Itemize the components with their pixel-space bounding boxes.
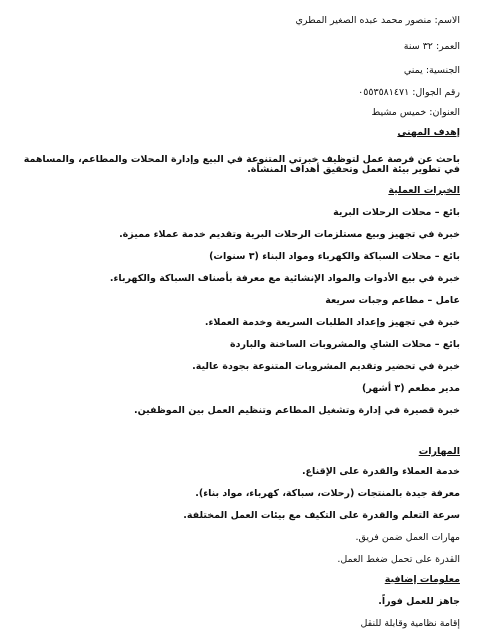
name-line: الاسم: منصور محمد عبده الصغير المطري [295, 15, 460, 26]
experience-detail: خبرة قصيرة في إدارة وتشغيل المطاعم وتنظيم العمل بين الموظفين. [133, 405, 460, 416]
additional-item: جاهز للعمل فوراً. [378, 596, 460, 607]
age-line: العمر: ٣٢ سنة [403, 41, 460, 52]
skill-item: مهارات العمل ضمن فريق. [355, 532, 460, 543]
experience-detail: خبرة في تحضير وتقديم المشروبات المتنوعة بجودة عالية. [192, 361, 460, 372]
skill-item: معرفة جيدة بالمنتجات (رحلات، سباكة، كهرباء، مواد بناء). [195, 488, 460, 499]
additional-item: إقامة نظامية وقابلة للنقل [360, 618, 460, 629]
experience-title: مدير مطعم (٣ أشهر) [361, 383, 460, 394]
experience-title: عامل – مطاعم وجبات سريعة [325, 295, 460, 306]
experience-title: بائع – محلات الشاي والمشروبات الساخنة والباردة [230, 339, 460, 350]
skill-item: خدمة العملاء والقدرة على الإقناع. [301, 466, 460, 477]
objective-heading: إهدف المهني [397, 127, 460, 138]
objective-text: باحث عن فرصة عمل لتوظيف خبرتي المتنوعة في البيع وإدارة المحلات والمطاعم، والمساهمة في تطوير بيئة العمل وتحقيق أهداف المنشأة. [23, 153, 460, 176]
mobile-line: رقم الجوال: ٠٥٥٣٥٨١٤٧١ [358, 87, 460, 98]
experience-detail: خبرة في تجهيز وإعداد الطلبات السريعة وخدمة العملاء. [204, 317, 460, 328]
address-line: العنوان: خميس مشيط [371, 107, 460, 118]
experience-detail: خبرة في تجهيز وبيع مستلزمات الرحلات البرية وتقديم خدمة عملاء مميزة. [119, 229, 460, 240]
experience-title: بائع – محلات الرحلات البرية [333, 207, 460, 218]
skills-heading: المهارات [418, 446, 460, 457]
nationality-line: الجنسية: يمني [403, 65, 460, 76]
skill-item: سرعة التعلم والقدرة على التكيف مع بيئات العمل المختلفة. [183, 510, 460, 521]
experience-title: بائع – محلات السباكة والكهرباء ومواد البناء (٣ سنوات) [209, 251, 460, 262]
additional-heading: معلومات إضافية [384, 574, 460, 585]
experience-heading: الخبرات العملية [388, 185, 460, 196]
experience-detail: خبرة في بيع الأدوات والمواد الإنشائية مع معرفة بأصناف السباكة والكهرباء. [109, 273, 460, 284]
skill-item: القدرة على تحمل ضغط العمل. [337, 554, 460, 565]
